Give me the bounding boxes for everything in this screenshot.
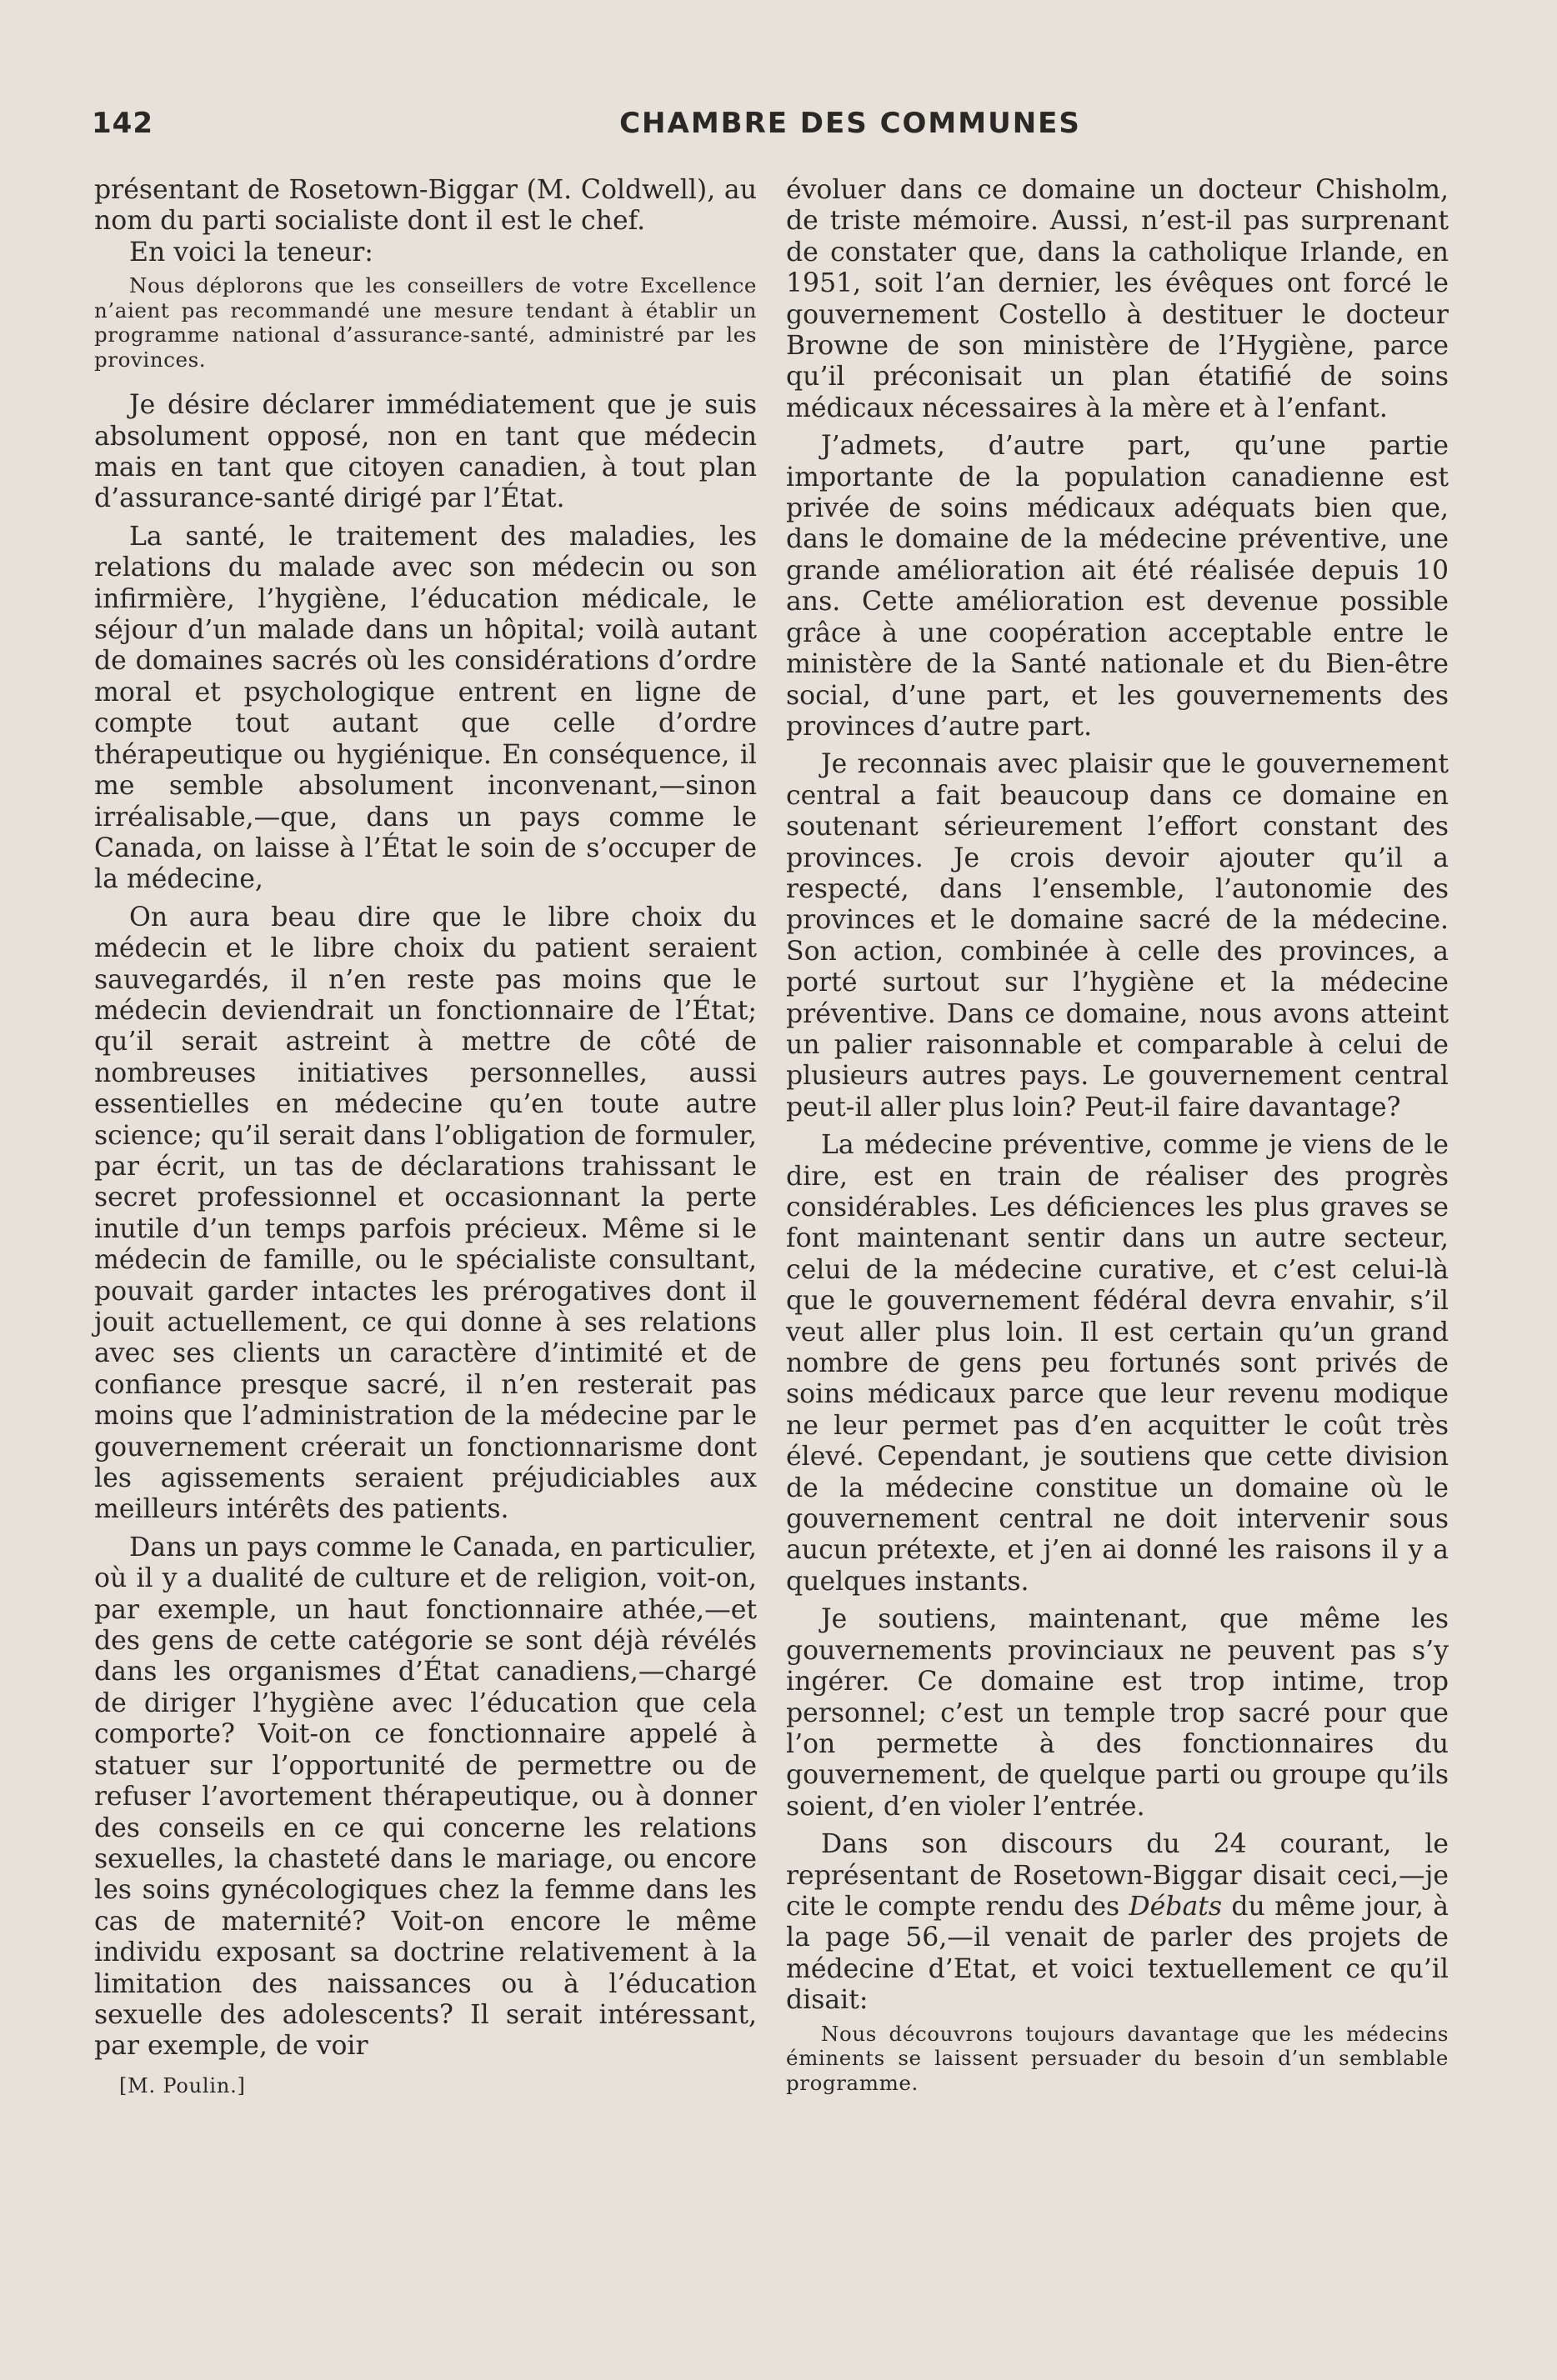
running-title: CHAMBRE DES COMMUNES bbox=[619, 107, 1081, 140]
page-number: 142 bbox=[92, 107, 153, 140]
left-column bbox=[94, 175, 757, 2098]
paragraph: La santé, le traitement des maladies, les relations du malade avec son médecin ou son infirmière, l’hygiène, l’éducation médicale, le séjour d’un malade dans un hôpital; voilà autant de domaines sacrés où les considérations d’ordre moral et psychologique entrent en ligne de compte tout autant que celle d’ordre thérapeutique ou hygiénique. En conséquence, il me semble absolument inconvenant,—sinon irréalisable,—que, dans un pays comme le Canada, on laisse à l’État le soin de s’occuper de la médecine, bbox=[94, 521, 757, 895]
paragraph: J’admets, d’autre part, qu’une partie importante de la population canadienne est privée de soins médicaux adéquats bien que, dans le domaine de la médecine préventive, une grande amélioration ait été réalisée depuis 10 ans. Cette amélioration est devenue possible grâce à une coopération acceptable entre le ministère de la Santé nationale et du Bien-être social, d’une part, et les gouvernements des provinces d’autre part. bbox=[786, 431, 1449, 742]
paragraph-text: du même jour, à la page 56,—il venait de parler des projets de médecine d’Etat, et voici textuellement ce qu’il disait: bbox=[786, 1891, 1449, 2016]
italic-title: Débats bbox=[1129, 1891, 1223, 1922]
speaker-attribution: [M. Poulin.] bbox=[119, 2073, 246, 2098]
paragraph: Dans un pays comme le Canada, en particulier, où il y a dualité de culture et de religion, voit-on, par exemple, un haut fonctionnaire athée,—et des gens de cette catégorie se sont déjà révélés dans les organismes d’État canadiens,—chargé de diriger l’hygiène avec l’éducation que cela comporte? Voit-on ce fonctionnaire appelé à statuer sur l’opportunité de permettre ou de refuser l’avortement thérapeutique, ou à donner des conseils en ce qui concerne les relations sexuelles, la chasteté dans le mariage, ou encore les soins gynécologiques chez la femme dans les cas de maternité? Voit-on encore le même individu exposant sa doctrine relativement à la limitation des naissances ou à l’éducation sexuelle des adolescents? Il serait intéressant, par exemple, de voir bbox=[94, 1532, 757, 2062]
paragraph: présentant de Rosetown-Biggar (M. Coldwell), au nom du parti socialiste dont il est le chef. bbox=[94, 175, 757, 237]
block-quote: Nous découvrons toujours davantage que les médecins éminents se laissent persuader du besoin d’un semblable programme. bbox=[786, 2021, 1449, 2095]
paragraph-text: Dans son discours du 24 courant, le représentant de Rosetown-Biggar disait ceci,—je cite le compte rendu des bbox=[786, 1829, 1449, 1922]
paragraph: Je désire déclarer immédiatement que je suis absolument opposé, non en tant que médecin mais en tant que citoyen canadien, à tout plan d’assurance-santé dirigé par l’État. bbox=[94, 390, 757, 514]
page-header bbox=[92, 107, 1492, 145]
paragraph: évoluer dans ce domaine un docteur Chisholm, de triste mémoire. Aussi, n’est-il pas surprenant de constater que, dans la catholique Irlande, en 1951, soit l’an dernier, les évêques ont forcé le gouvernement Costello à destituer le docteur Browne de son ministère de l’Hygiène, parce qu’il préconisait un plan étatifié de soins médicaux nécessaires à la mère et à l’enfant. bbox=[786, 175, 1449, 423]
block-quote: Nous déplorons que les conseillers de votre Excellence n’aient pas recommandé une mesure tendant à établir un programme national d’assurance-santé, administré par les provinces. bbox=[94, 273, 757, 372]
right-column bbox=[786, 175, 1449, 2113]
paragraph: Je reconnais avec plaisir que le gouvernement central a fait beaucoup dans ce domaine en soutenant sérieurement l’effort constant des provinces. Je crois devoir ajouter qu’il a respecté, dans l’ensemble, l’autonomie des provinces et le domaine sacré de la médecine. Son action, combinée à celle des provinces, a porté surtout sur l’hygiène et la médecine préventive. Dans ce domaine, nous avons atteint un palier raisonnable et comparable à celui de plusieurs autres pays. Le gouvernement central peut-il aller plus loin? Peut-il faire davantage? bbox=[786, 749, 1449, 1122]
paragraph: Je soutiens, maintenant, que même les gouvernements provinciaux ne peuvent pas s’y ingérer. Ce domaine est trop intime, trop personnel; c’est un temple trop sacré pour que l’on permette à des fonctionnaires du gouvernement, de quelque parti ou groupe qu’ils soient, d’en violer l’entrée. bbox=[786, 1604, 1449, 1822]
paragraph: En voici la teneur: bbox=[129, 237, 373, 268]
paragraph: On aura beau dire que le libre choix du médecin et le libre choix du patient seraient sauvegardés, il n’en reste pas moins que le médecin deviendrait un fonctionnaire de l’État; qu’il serait astreint à mettre de côté de nombreuses initiatives personnelles, aussi essentielles en médecine qu’en toute autre science; qu’il serait dans l’obligation de formuler, par écrit, un tas de déclarations trahissant le secret professionnel et occasionnant la perte inutile d’un temps parfois précieux. Même si le médecin de famille, ou le spécialiste consultant, pouvait garder intactes les prérogatives dont il jouit actuellement, ce qui donne à ses relations avec ses clients un caractère d’intimité et de confiance presque sacré, il n’en resterait pas moins que l’administration de la médecine par le gouvernement créerait un fonctionnarisme dont les agissements seraient préjudiciables aux meilleurs intérêts des patients. bbox=[94, 902, 757, 1525]
paragraph bbox=[786, 1829, 1449, 2016]
paragraph: La médecine préventive, comme je viens de le dire, est en train de réaliser des progrès considérables. Les déficiences les plus graves se font maintenant sentir dans un autre secteur, celui de la médecine curative, et c’est celui-là que le gouvernement fédéral devra envahir, s’il veut aller plus loin. Il est certain qu’un grand nombre de gens peu fortunés sont privés de soins médicaux parce que leur revenu modique ne leur permet pas d’en acquitter le coût très élevé. Cependant, je soutiens que cette division de la médecine constitue un domaine où le gouvernement central ne doit intervenir sous aucun prétexte, et j’en ai donné les raisons il y a quelques instants. bbox=[786, 1130, 1449, 1597]
